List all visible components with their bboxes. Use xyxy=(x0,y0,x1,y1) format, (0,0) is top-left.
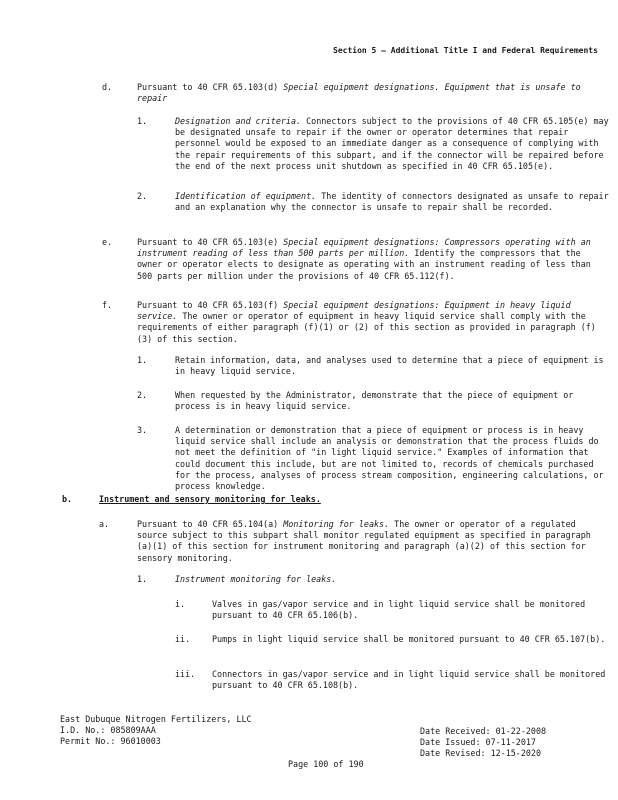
item-e-label: e. xyxy=(102,237,113,247)
item-b-heading: Instrument and sensory monitoring for leaks. xyxy=(99,494,321,504)
item-d1-lead: Designation and criteria. xyxy=(175,116,302,126)
item-ba-title: Monitoring for leaks. xyxy=(283,519,390,529)
item-e-intro: Pursuant to 40 CFR 65.103(e) xyxy=(137,237,279,247)
item-d-body xyxy=(137,82,592,104)
item-ba1-i-num: i. xyxy=(175,599,186,609)
item-ba1-num: 1. xyxy=(137,574,148,584)
item-ba1-iii-text: Connectors in gas/vapor service and in light liquid service shall be monitored pursuant to 40 CFR 65.108(b). xyxy=(212,669,606,691)
item-f3-text: A determination or demonstration that a piece of equipment or process is in heavy liquid service shall include an analysis or demonstration that the process fluids do not meet the definition of "in light liquid service." Examples of information that could document this include, but are not limited to, records of chemicals purchased for the process, analyses of process stream composition, engineering calculations, or process knowledge. xyxy=(175,425,604,492)
item-f3-num: 3. xyxy=(137,425,148,435)
item-d-title: Special equipment designations. Equipment that is unsafe to repair xyxy=(137,82,581,104)
item-ba-intro: Pursuant to 40 CFR 65.104(a) xyxy=(137,519,279,529)
item-ba-label: a. xyxy=(99,519,110,529)
item-d2-text: The identity of connectors designated as unsafe to repair and an explanation why the connector is unsafe to repair shall be recorded. xyxy=(175,191,609,213)
item-f-text: The owner or operator of equipment in heavy liquid service shall comply with the requirements of either paragraph (f)(1) or (2) of this section as provided in paragraph (f)(3) of this section. xyxy=(137,311,596,344)
item-d2-lead: Identification of equipment. xyxy=(175,191,317,201)
footer-permit: Permit No.: 96010003 xyxy=(60,736,161,746)
item-d2-body xyxy=(175,191,610,213)
footer-id: I.D. No.: 085809AAA xyxy=(60,725,156,735)
item-ba1-i-text: Valves in gas/vapor service and in light liquid service shall be monitored pursuant to 40 CFR 65.106(b). xyxy=(212,599,586,621)
item-b-label: b. xyxy=(62,494,73,504)
item-d-intro: Pursuant to 40 CFR 65.103(d) xyxy=(137,82,279,92)
item-f2-num: 2. xyxy=(137,390,148,400)
item-ba-body xyxy=(137,519,607,564)
item-ba1-title: Instrument monitoring for leaks. xyxy=(175,574,337,584)
item-e-body xyxy=(137,237,607,282)
item-d1-body xyxy=(175,116,610,172)
item-d1-text: Connectors subject to the provisions of 40 CFR 65.105(e) may be designated unsafe to repair if the owner or operator determines that repair personnel would be exposed to an immediate danger as a consequence of complying with the repair requirements of this subpart, and if the connector will be repaired before the end of the next process unit shutdown as specified in 40 CFR 65.105(e). xyxy=(175,116,609,171)
footer-date-issued: Date Issued: 07-11-2017 xyxy=(420,737,536,747)
page-number: Page 100 of 190 xyxy=(288,759,364,769)
item-ba1-iii-num: iii. xyxy=(175,669,196,679)
footer-company: East Dubuque Nitrogen Fertilizers, LLC xyxy=(60,714,252,724)
item-ba-text: The owner or operator of a regulated source subject to this subpart shall monitor regulated equipment as specified in paragraph (a)(1) of this section for instrument monitoring and paragraph (a)(2) of this section for sensory monitoring. xyxy=(137,519,591,563)
item-f-title: Special equipment designations: Equipment in heavy liquid service. xyxy=(137,300,571,322)
item-f-label: f. xyxy=(102,300,113,310)
item-f1-num: 1. xyxy=(137,355,148,365)
item-d1-num: 1. xyxy=(137,116,148,126)
item-e-title: Special equipment designations: Compressors operating with an instrument reading of less than 500 parts per million. xyxy=(137,237,591,259)
item-e-text: Identify the compressors that the owner or operator elects to designate as operating with an instrument reading of less than 500 parts per million under the provisions of 40 CFR 65.112(f). xyxy=(137,248,591,281)
item-ba1-ii-num: ii. xyxy=(175,634,191,644)
item-d-label: d. xyxy=(102,82,113,92)
footer-date-received: Date Received: 01-22-2008 xyxy=(420,726,547,736)
item-f-intro: Pursuant to 40 CFR 65.103(f) xyxy=(137,300,279,310)
item-f2-text: When requested by the Administrator, demonstrate that the piece of equipment or process is in heavy liquid service. xyxy=(175,390,574,412)
section-header: Section 5 – Additional Title I and Federal Requirements xyxy=(333,46,598,55)
item-ba1-ii-text: Pumps in light liquid service shall be monitored pursuant to 40 CFR 65.107(b). xyxy=(212,634,606,644)
item-f1-text: Retain information, data, and analyses used to determine that a piece of equipment is in heavy liquid service. xyxy=(175,355,604,377)
footer-date-revised: Date Revised: 12-15-2020 xyxy=(420,748,542,758)
item-f-body xyxy=(137,300,607,345)
item-d2-num: 2. xyxy=(137,191,148,201)
